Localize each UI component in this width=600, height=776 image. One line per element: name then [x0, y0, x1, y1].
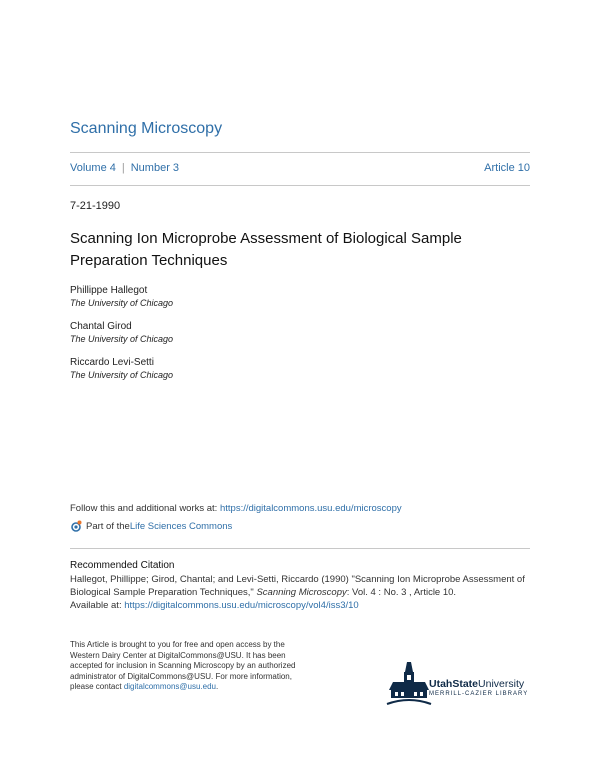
number-link[interactable]: Number 3 [130, 162, 180, 174]
issue-meta [70, 162, 530, 174]
follow-line [70, 503, 402, 514]
follow-link[interactable]: https://digitalcommons.usu.edu/microscopy [219, 503, 402, 514]
logo-name-rest: University [478, 678, 525, 690]
citation-text: Hallegot, Phillippe; Girod, Chantal; and Levi-Setti, Riccardo (1990) "Scanning Ion Microprobe Assessment of Biological Sample Preparation Techniques," [70, 574, 525, 598]
notice-text: This Article is brought to you for free and open access by the Western Dairy Center at DigitalCommons@USU. It has been accepted for inclusion in Scanning Microscopy by an authorized administrator of DigitalCommons@USU. For more information, please contact [70, 640, 296, 691]
old-main-tower-icon [385, 660, 433, 708]
journal-title[interactable]: Scanning Microscopy [70, 120, 223, 137]
commons-network-icon [70, 520, 82, 532]
citation-journal: Scanning Microscopy [256, 587, 347, 598]
logo-university-name [429, 678, 524, 690]
author-affiliation: The University of Chicago [70, 370, 174, 380]
logo-name-bold: UtahState [429, 678, 479, 690]
citation-volume: : Vol. 4 : No. 3 , Article 10. [346, 587, 457, 598]
author-name: Phillippe Hallegot [70, 285, 148, 296]
divider-top [70, 152, 530, 153]
author-affiliation: The University of Chicago [70, 334, 174, 344]
access-notice [70, 640, 310, 693]
publication-date: 7-21-1990 [70, 200, 121, 212]
life-sciences-commons-link[interactable]: Life Sciences Commons [129, 520, 233, 532]
notice-end: . [215, 682, 219, 691]
citation-body [70, 573, 535, 612]
meta-separator: | [121, 162, 125, 174]
author-3 [70, 356, 173, 382]
article-link[interactable]: Article 10 [484, 162, 530, 174]
volume-link[interactable]: Volume 4 [70, 162, 116, 174]
citation-available-label: Available at: [70, 600, 125, 611]
logo-library-name: MERRILL-CAZIER LIBRARY [429, 691, 529, 697]
usu-library-logo [385, 660, 535, 708]
author-affiliation: The University of Chicago [70, 298, 174, 308]
author-name: Riccardo Levi-Setti [70, 357, 154, 368]
author-name: Chantal Girod [70, 321, 132, 332]
partof-text: Part of the [86, 520, 130, 532]
author-1 [70, 284, 173, 310]
follow-text: Follow this and additional works at: [70, 503, 220, 514]
divider-bottom [70, 185, 530, 186]
citation-heading: Recommended Citation [70, 560, 175, 571]
part-of-line [70, 520, 232, 532]
citation-link[interactable]: https://digitalcommons.usu.edu/microscopy/vol4/iss3/10 [124, 600, 359, 611]
divider-citation [70, 548, 530, 549]
author-2 [70, 320, 173, 346]
article-title: Scanning Ion Microprobe Assessment of Biological Sample Preparation Techniques [70, 230, 462, 269]
contact-email-link[interactable]: digitalcommons@usu.edu [123, 682, 216, 691]
